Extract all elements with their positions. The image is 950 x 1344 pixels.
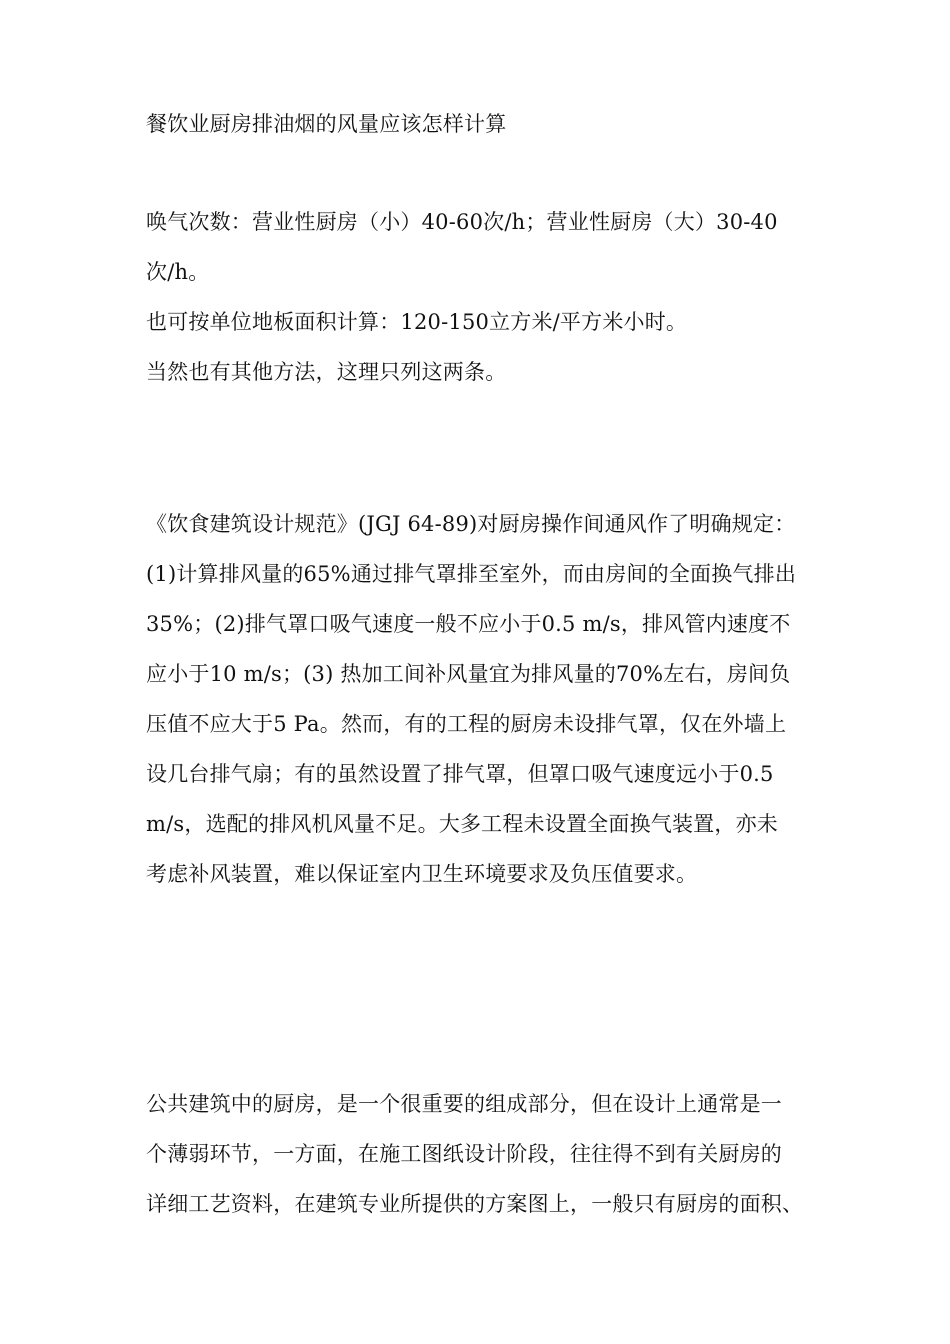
text-line: 详细工艺资料，在建筑专业所提供的方案图上，一般只有厨房的面积、 — [146, 1192, 804, 1216]
text-line: 公共建筑中的厨房，是一个很重要的组成部分，但在设计上通常是一 — [146, 1092, 782, 1116]
text-line: 设几台排气扇；有的虽然设置了排气罩，但罩口吸气速度远小于0.5 — [146, 762, 774, 786]
text-line: 次/h。 — [146, 260, 210, 284]
text-line: 《饮食建筑设计规范》(JGJ 64-89)对厨房操作间通风作了明确规定： — [146, 512, 796, 536]
text-line: (1)计算排风量的65%通过排气罩排至室外，而由房间的全面换气排出 — [146, 562, 797, 586]
text-line: 压值不应大于5 Pa。然而，有的工程的厨房未设排气罩，仅在外墙上 — [146, 712, 787, 736]
text-line: 唤气次数：营业性厨房（小）40-60次/h；营业性厨房（大）30-40 — [146, 210, 778, 234]
text-line: 35%；(2)排气罩口吸气速度一般不应小于0.5 m/s，排风管内速度不 — [146, 612, 791, 636]
text-line: 应小于10 m/s；(3) 热加工间补风量宜为排风量的70%左右，房间负 — [146, 662, 791, 686]
text-line: 当然也有其他方法，这理只列这两条。 — [146, 360, 507, 384]
text-line: m/s，选配的排风机风量不足。大多工程未设置全面换气装置，亦未 — [146, 812, 778, 836]
text-line: 个薄弱环节，一方面，在施工图纸设计阶段，往往得不到有关厨房的 — [146, 1142, 782, 1166]
document-title: 餐饮业厨房排油烟的风量应该怎样计算 — [146, 112, 507, 136]
text-line: 考虑补风装置，难以保证室内卫生环境要求及负压值要求。 — [146, 862, 698, 886]
text-line: 也可按单位地板面积计算：120-150立方米/平方米小时。 — [146, 310, 688, 334]
